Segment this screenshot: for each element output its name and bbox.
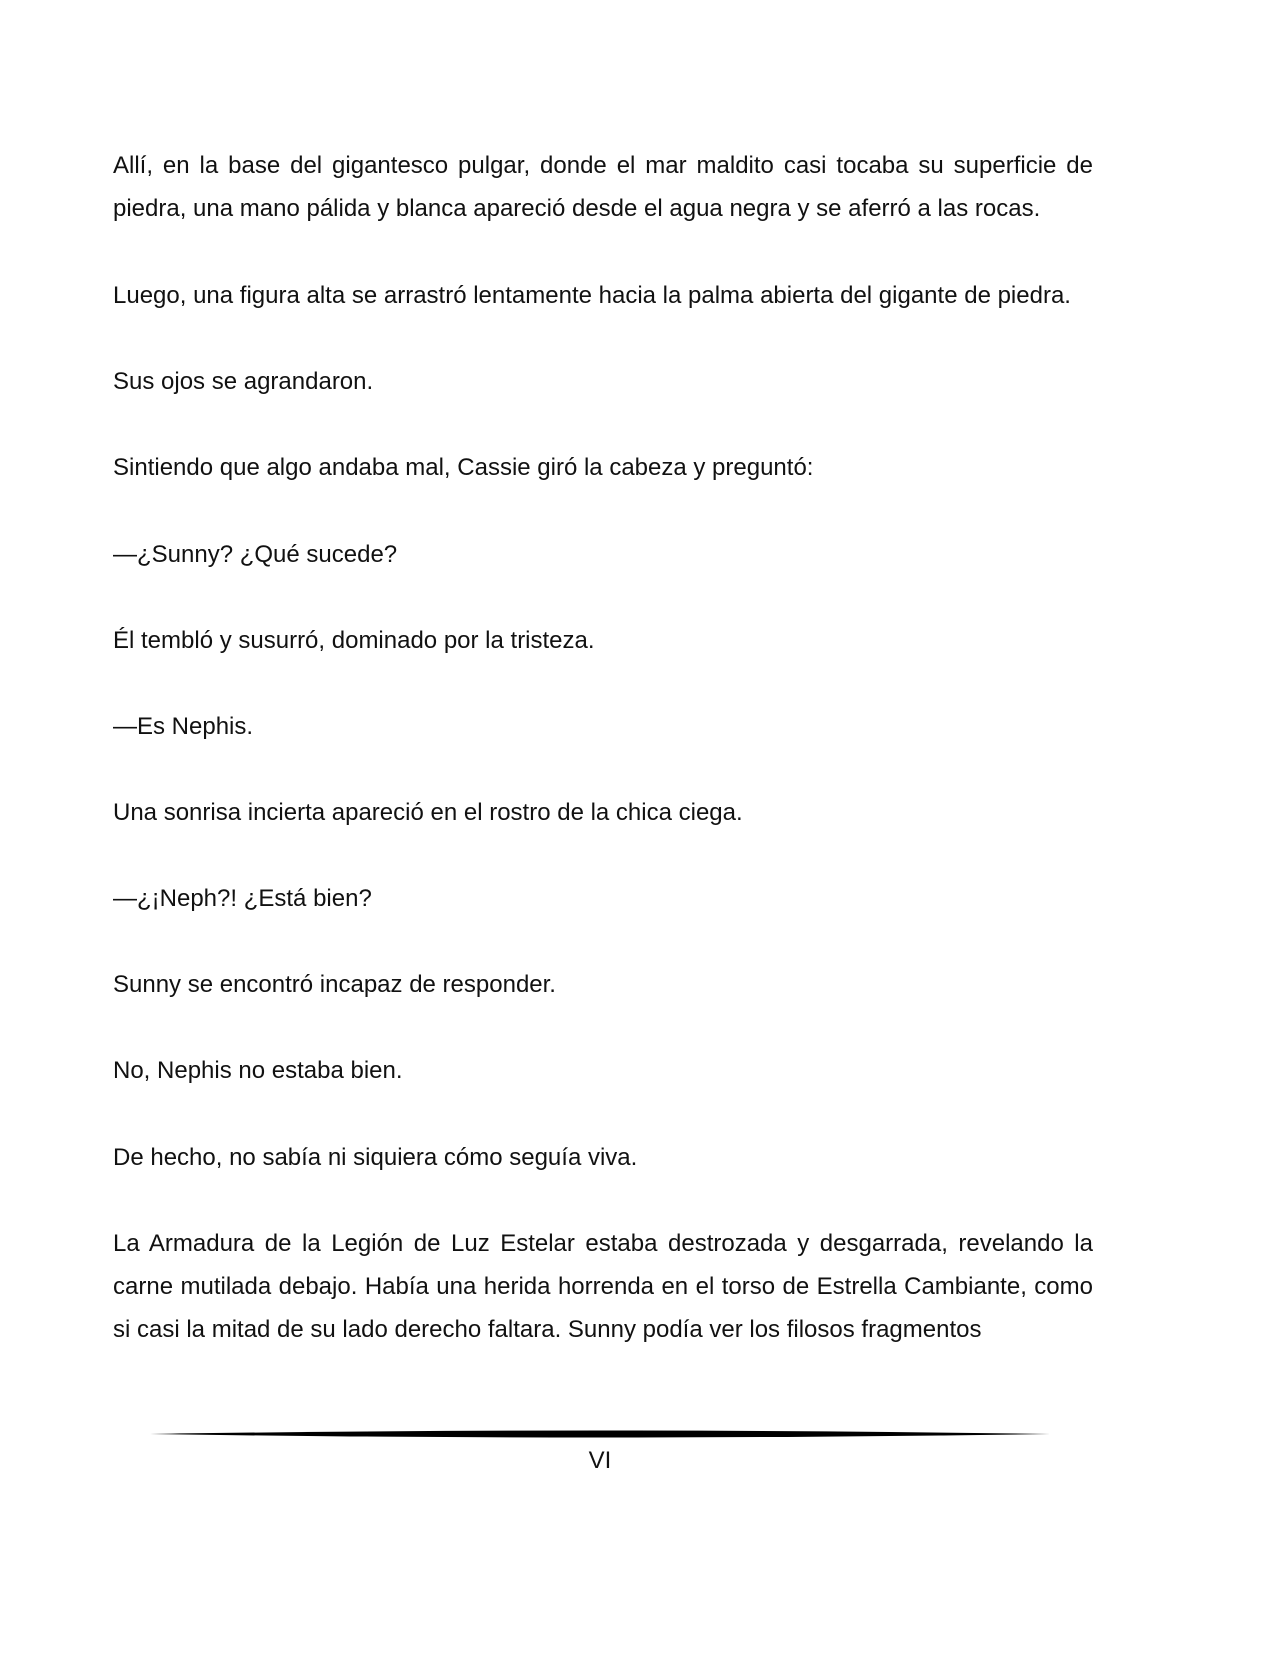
paragraph-3: Sus ojos se agrandaron. [113,368,374,395]
paragraph-7: —Es Nephis. [113,713,254,740]
paragraph-4: Sintiendo que algo andaba mal, Cassie giró la cabeza y preguntó: [113,454,814,481]
paragraph-8: Una sonrisa incierta apareció en el rostro de la chica ciega. [113,799,743,826]
paragraph-13: La Armadura de la Legión de Luz Estelar estaba destrozada y desgarrada, revelando la carne mutilada debajo. Había una herida horrenda en el torso de Estrella Cambiante, como si casi la mitad de su lado derecho faltara. Sunny podía ver los filosos fragmentos [113,1230,1093,1343]
paragraph-11: No, Nephis no estaba bien. [113,1057,403,1084]
paragraph-1: Allí, en la base del gigantesco pulgar, donde el mar maldito casi tocaba su superficie de piedra, una mano pálida y blanca apareció desde el agua negra y se aferró a las rocas. [113,152,1093,222]
paragraph-10: Sunny se encontró incapaz de responder. [113,971,556,998]
paragraph-9: —¿¡Neph?! ¿Está bien? [113,885,372,912]
page-number: VI [588,1447,612,1474]
paragraph-2: Luego, una figura alta se arrastró lentamente hacia la palma abierta del gigante de piedra. [113,282,1071,309]
footer-divider [150,1426,1050,1442]
paragraph-12: De hecho, no sabía ni siquiera cómo seguía viva. [113,1144,638,1171]
paragraph-6: Él tembló y susurró, dominado por la tristeza. [113,627,595,654]
paragraph-5: —¿Sunny? ¿Qué sucede? [113,541,398,568]
